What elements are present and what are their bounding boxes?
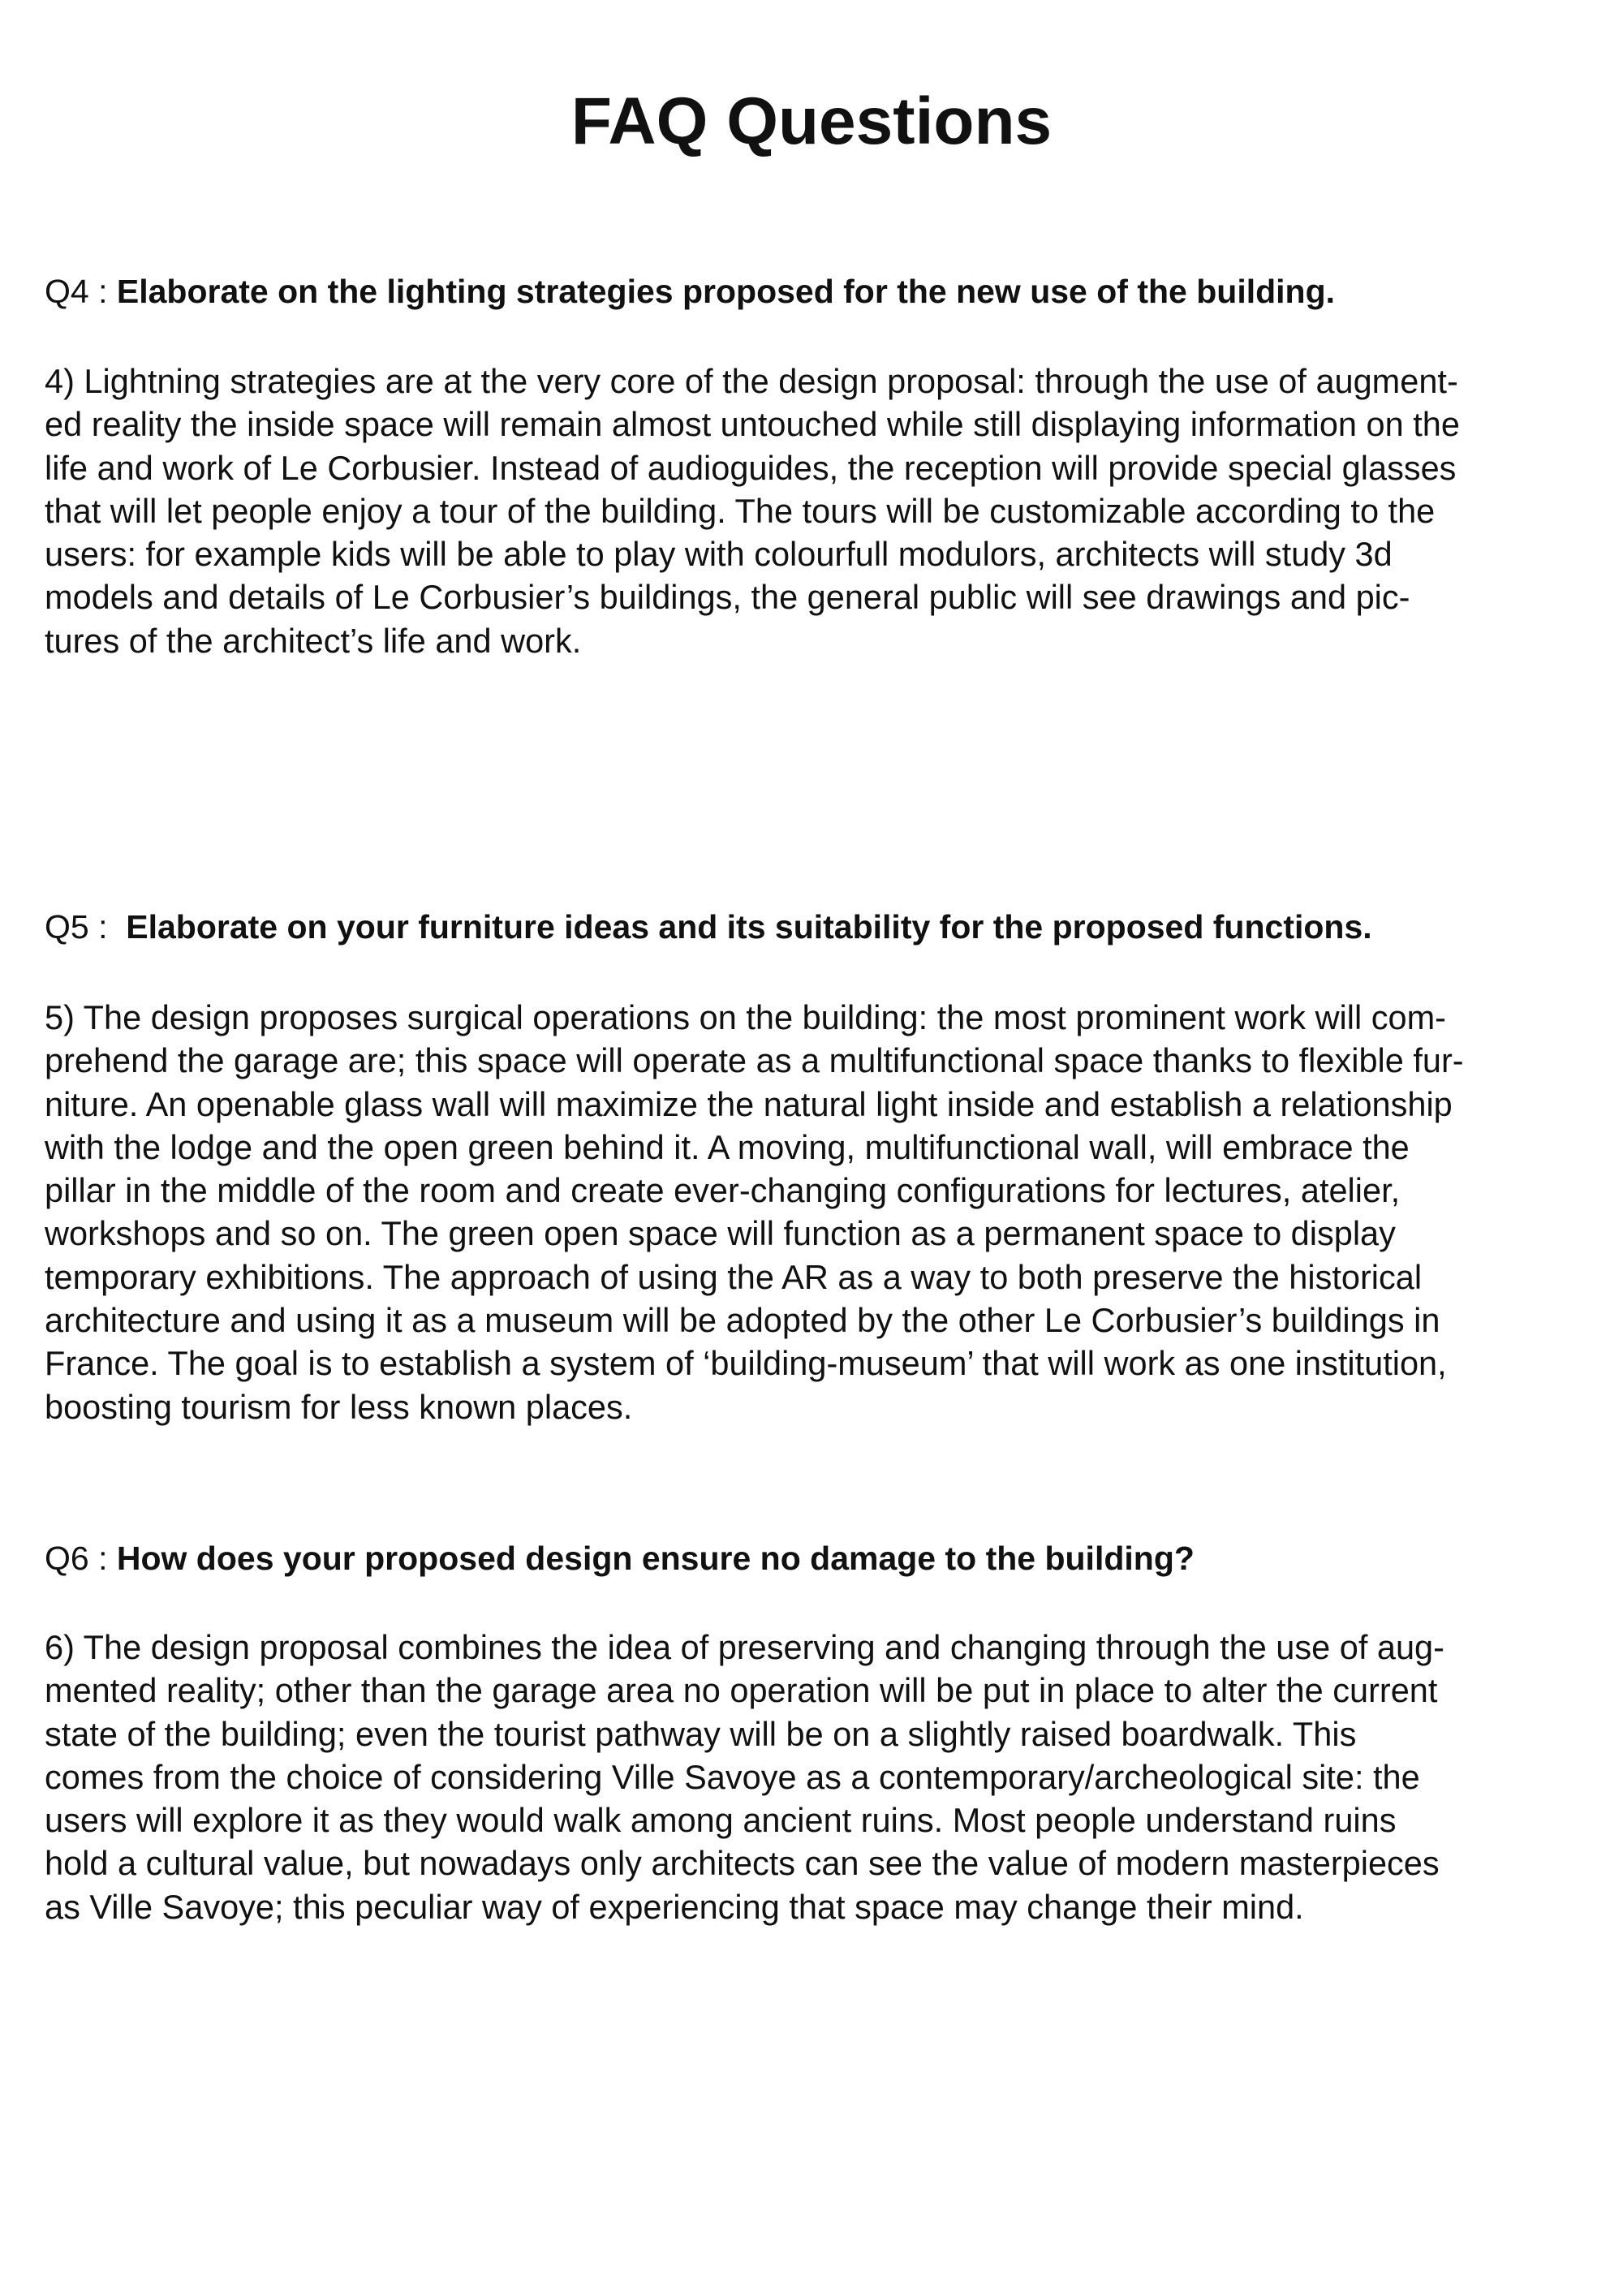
answer-line: ed reality the inside space will remain almost untouched while still displaying information on the: [45, 405, 1460, 444]
answer-line: workshops and so on. The green open space will function as a permanent space to display: [45, 1214, 1396, 1253]
answer-line: 6) The design proposal combines the idea of preserving and changing through the use of aug-: [45, 1628, 1444, 1666]
answer-line: prehend the garage are; this space will operate as a multifunctional space thanks to flexible fur-: [45, 1041, 1464, 1080]
question-text: Elaborate on the lighting strategies proposed for the new use of the building.: [116, 273, 1336, 310]
faq-answer-6: [45, 1626, 1578, 1928]
question-number: Q4 :: [45, 273, 117, 310]
answer-line: hold a cultural value, but nowadays only architects can see the value of modern masterpieces: [45, 1844, 1440, 1883]
answer-line: pillar in the middle of the room and create ever-changing configurations for lectures, atelier,: [45, 1171, 1401, 1210]
answer-line: tures of the architect’s life and work.: [45, 621, 582, 660]
question-text: Elaborate on your furniture ideas and its suitability for the proposed functions.: [126, 908, 1372, 946]
faq-answer-4: [45, 360, 1578, 662]
page-title: FAQ Questions: [570, 84, 1053, 158]
answer-line: 5) The design proposes surgical operations on the building: the most prominent work will com-: [45, 998, 1446, 1036]
answer-line: architecture and using it as a museum will be adopted by the other Le Corbusier’s buildings in: [45, 1301, 1440, 1340]
answer-line: mented reality; other than the garage area no operation will be put in place to alter the current: [45, 1671, 1438, 1710]
answer-line: state of the building; even the tourist pathway will be on a slightly raised boardwalk. This: [45, 1714, 1357, 1753]
answer-line: 4) Lightning strategies are at the very core of the design proposal: through the use of augment-: [45, 362, 1458, 400]
answer-line: boosting tourism for less known places.: [45, 1387, 633, 1426]
answer-line: with the lodge and the open green behind it. A moving, multifunctional wall, will embrace the: [45, 1127, 1410, 1166]
answer-line: comes from the choice of considering Ville Savoye as a contemporary/archeological site: the: [45, 1757, 1420, 1796]
faq-question-5: [45, 905, 1578, 949]
answer-line: as Ville Savoye; this peculiar way of experiencing that space may change their mind.: [45, 1887, 1304, 1926]
question-text: How does your proposed design ensure no damage to the building?: [116, 1540, 1195, 1577]
faq-answer-5: [45, 996, 1578, 1428]
answer-line: users: for example kids will be able to play with colourfull modulors, architects will study 3d: [45, 535, 1393, 574]
question-number: Q5 :: [45, 908, 127, 946]
answer-line: temporary exhibitions. The approach of using the AR as a way to both preserve the historical: [45, 1257, 1423, 1296]
answer-line: that will let people enjoy a tour of the building. The tours will be customizable according to the: [45, 491, 1436, 530]
answer-line: France. The goal is to establish a system of ‘building-museum’ that will work as one institution,: [45, 1344, 1447, 1383]
answer-line: life and work of Le Corbusier. Instead of audioguides, the reception will provide special glasses: [45, 448, 1457, 487]
answer-line: niture. An openable glass wall will maximize the natural light inside and establish a relationship: [45, 1084, 1453, 1123]
answer-line: users will explore it as they would walk among ancient ruins. Most people understand ruins: [45, 1801, 1397, 1840]
faq-question-4: [45, 269, 1578, 313]
answer-line: models and details of Le Corbusier’s buildings, the general public will see drawings and pic-: [45, 578, 1410, 617]
question-number: Q6 :: [45, 1540, 117, 1577]
faq-question-6: [45, 1536, 1578, 1580]
